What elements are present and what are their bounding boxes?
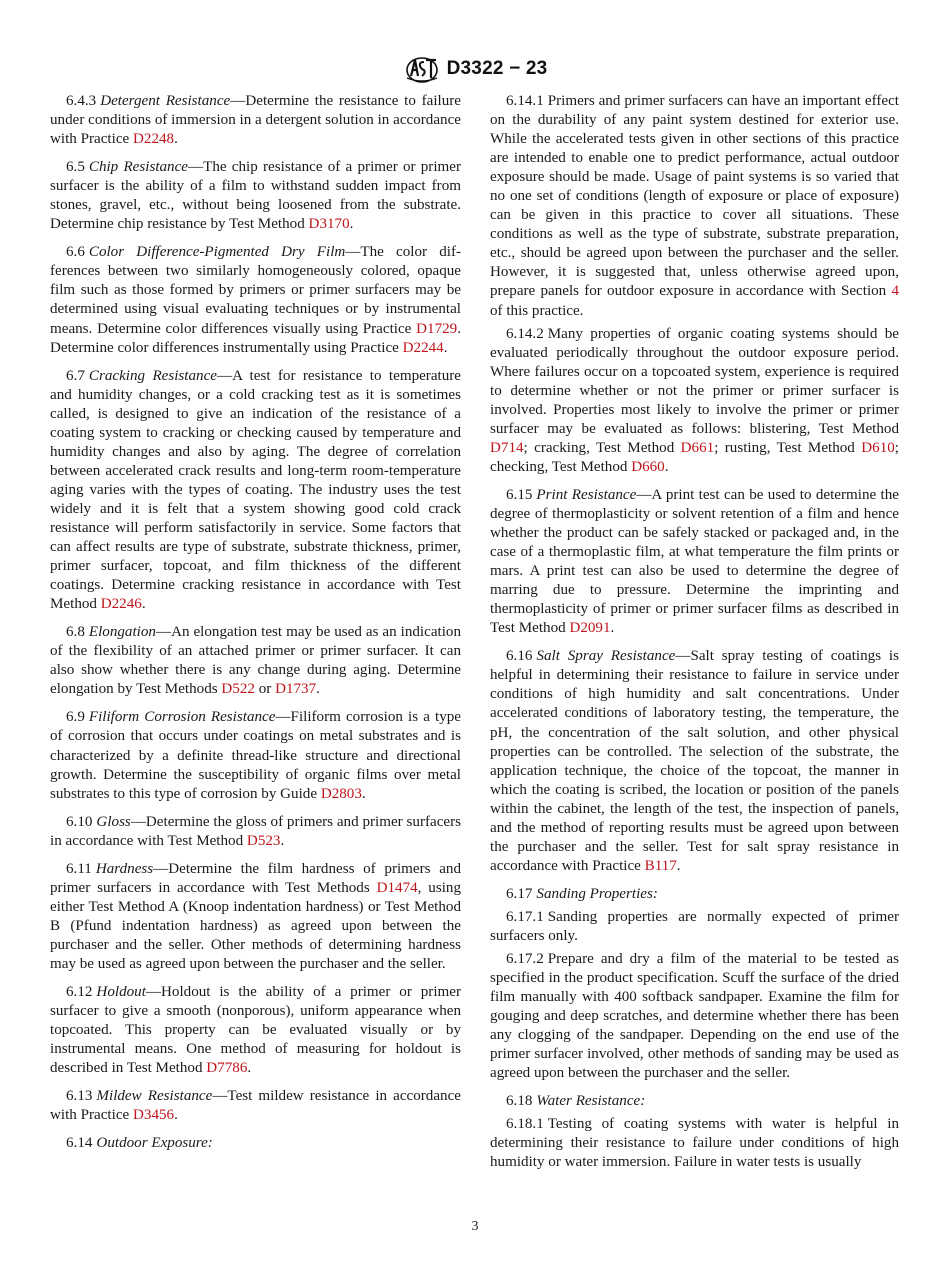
standard-reference-link[interactable]: D610 [861,439,895,456]
section-heading: Gloss [96,813,131,830]
body-text: ; checking, Test Method [490,439,899,475]
body-text: —The chip resistance of a primer or primer surfacer is the ability of a film to withstand sudden impact from stones, gravel, etc., without being loosened from the substrate. Determine chip resistance by Test Method [50,159,461,233]
section-6-18-1 [490,1115,899,1172]
section-6-13 [50,1087,461,1125]
standard-reference-link[interactable]: D660 [631,458,665,475]
section-number: 6.15 [506,486,533,503]
section-number: 6.9 [66,709,85,726]
standard-reference-link[interactable]: D3170 [308,216,350,233]
body-text: —Holdout is the ability of a primer or primer surfacer to give a smooth (nonporous), uniform appearance when topcoated. This property can be evaluated visually or by instrumental means. One method of measuring for holdout is described in Test Method [50,984,461,1077]
standard-reference-link[interactable]: D522 [221,681,255,698]
section-6-4-3 [50,92,461,149]
section-heading: Filiform Corrosion Resistance [88,709,276,726]
body-text: —An elongation test may be used as an indication of the flexibility of an attached primer or primer surfacer. It can also show whether there is any change during aging. Determine elongation by Test Methods [50,624,461,698]
section-number: 6.12 [66,984,93,1001]
section-heading: Print Resistance [536,486,637,503]
section-6-11 [50,860,461,974]
section-heading: Color Difference-Pigmented Dry Film [88,244,346,261]
section-number: 6.6 [66,244,85,261]
body-text: ; rusting, Test Method [714,439,862,456]
section-heading: Cracking Resistance [88,367,217,384]
section-6-9 [50,708,461,803]
section-number: 6.16 [506,648,533,665]
section-heading: Outdoor Exposure: [96,1135,213,1152]
body-text: Testing of coating systems with water is helpful in determining their resistance to failure under conditions of high humidity or water immersion. Failure in water tests is usually [490,1116,899,1171]
section-heading: Water Resistance: [536,1093,646,1110]
section-number: 6.8 [66,624,85,641]
section-number: 6.17.2 [506,951,544,968]
body-text: —Determine the film hardness of primers and primer surfacers in accordance with Test Methods [50,860,461,896]
section-heading: Hardness [95,860,154,877]
section-number: 6.17 [506,885,533,902]
body-text: , using either Test Method A (Knoop indentation hardness) or Test Method B (Pfund indentation hardness) as agreed upon between the purchaser and the seller. Other methods of determining hardness may be used as agreed upon between the purchaser and the seller. [50,879,462,972]
body-text: —Determine the gloss of primers and primer surfacers in accordance with Test Method [50,813,461,849]
section-number: 6.10 [66,813,93,830]
section-number: 6.4.3 [66,93,97,109]
section-6-7 [50,367,461,615]
body-text: —A print test can be used to determine the degree of thermoplasticity or solvent retention of a film and hence whether the product can be safely stacked or packaged and, in the case of a thermoplastic film, at what temperature the film prints or mars. A print test can also be used to determine the degree of marring due to pressure. Determine the imprinting and thermoplasticity of primer or primer surfacer films as described in Test Method [490,486,899,637]
body-text: . [443,339,448,356]
standard-reference-link[interactable]: 4 [891,283,899,300]
section-heading: Detergent Resistance [100,93,231,109]
body-text: Primers and primer surfacers can have an important effect on the durability of any paint system destined for exterior use. While the accelerated tests given in other sections of this practice are intended to enable one to predict performance, actual outdoor exposure should be made. Usage of paint systems is so varied that no one set of conditions (length of exposure or place of exposure) can be given in this practice to cover all situations. These conditions as well as the type of substrate, substrate preparation, etc., should be agreed upon between the purchaser and the seller. However, it is suggested that, unless otherwise agreed upon, prepare panels for outdoor exposure in accordance with Section [490,93,899,300]
section-number: 6.14 [66,1135,93,1152]
standard-reference-link[interactable]: D2248 [133,131,175,148]
section-number: 6.14.2 [506,325,544,342]
section-6-8 [50,623,461,699]
section-heading: Salt Spray Resistance [536,648,676,665]
body-text: . [280,832,285,849]
section-number: 6.18 [506,1093,533,1110]
section-heading: Elongation [88,624,156,641]
body-text: . Determine color differences instrumentally using Practice [50,320,461,356]
section-heading: Sanding Properties: [536,885,658,902]
standard-reference-link[interactable]: D523 [246,832,281,849]
section-heading: Holdout [96,984,146,1001]
page-number: 3 [471,1219,479,1234]
standard-reference-link[interactable]: D1474 [376,879,418,896]
left-column [50,92,461,1162]
body-text: —The color differences between two similarly homogeneously colored, opaque film such as those formed by primers or primer surfacers may be determined using visual evaluating techniques or by instrumental means. Determine color differences visually using Practice [50,244,461,337]
document-id: D3322 − 23 [446,58,548,79]
section-6-14-2 [490,325,899,477]
body-text: . [676,857,681,874]
section-6-5 [50,158,461,234]
body-text: Sanding properties are normally expected of primer surfacers only. [490,908,899,944]
section-number: 6.14.1 [506,93,544,109]
section-heading: Chip Resistance [88,159,189,176]
body-text: Many properties of organic coating systems should be evaluated periodically throughout the outdoor exposure period. Where failures occur on a topcoated system, experience is required to determine whether or not the primer or primer surfacer is involved. Properties most likely to involve the primer or primer surfacer may be evaluated as follows: blistering, Test Method [490,325,899,437]
body-text: . [664,458,669,475]
body-text: Prepare and dry a film of the material to be tested as specified in the product specification. Scuff the surface of the dried film manually with 400 softback sandpaper. Examine the film for gouging and deep scratches, and determine whether there has been any clogging of the sandpaper. Depending on the end use of the primer surfacer involved, other methods of sanding may be used as agreed upon between the purchaser and the seller. [490,951,899,1082]
body-text: of this practice. [490,302,584,319]
body-text: . [174,1107,178,1124]
standard-reference-link[interactable]: D2803 [320,785,362,802]
standard-reference-link[interactable]: D2246 [100,596,142,613]
astm-logo-icon [403,54,441,84]
standard-reference-link[interactable]: D1737 [275,681,317,698]
section-6-17 [490,885,899,904]
section-6-12 [50,983,461,1078]
standard-reference-link[interactable]: B117 [644,857,677,874]
section-number: 6.7 [66,367,85,384]
body-text: —A test for resistance to temperature and humidity changes, or a cold cracking test as it is sometimes called, is designed to give an indication of the resistance of a coating system to cracking or checking caused by temperature and humidity changes and also by aging. The degree of correlation between accelerated crack results and long-term room-temperature aging varies with the types of coating. The industry uses the test widely and it is felt that a system showing good cold crack resistance will perform satisfactorily in service. Some factors that can affect results are type of substrate, substrate thickness, primer, primer surfacer, topcoat, and film thickness of the different coatings. Determine cracking resistance in accordance with Test Method [50,367,462,613]
body-text: —Test mildew resistance in accordance with Practice [50,1088,461,1124]
body-text: . [174,131,178,148]
standard-reference-link[interactable]: D3456 [133,1107,175,1124]
section-6-17-2 [490,950,899,1083]
section-6-17-1 [490,908,899,946]
standard-reference-link[interactable]: D714 [490,439,524,456]
section-6-15 [490,486,899,638]
section-number: 6.13 [66,1088,93,1105]
body-text: . [247,1060,252,1077]
section-6-16 [490,647,899,876]
body-text: —Determine the resistance to failure under conditions of immersion in a detergent solution in accordance with Practice [50,93,461,148]
section-6-6 [50,243,461,357]
section-heading: Mildew Resistance [96,1088,213,1105]
right-column [490,92,899,1182]
standard-reference-link[interactable]: D7786 [206,1060,248,1077]
section-number: 6.5 [66,159,85,176]
standard-reference-link[interactable]: D661 [680,439,715,456]
section-number: 6.18.1 [506,1116,544,1133]
section-6-14 [50,1134,461,1153]
body-text: —Salt spray testing of coatings is helpful in determining their resistance to failure in service under conditions of high humidity and salt concentrations. Under accelerated conditions of laboratory testing, the temperature, the pH, the concentration of the salt solution, and other physical properties can be controlled. The selection of the substrate, the application technique, the choice of the topcoat, the manner in which the coating is scribed, the location or position of the panels within the cabinet, the length of the test, the inspection of panels, and the method of reporting results must be agreed upon between the purchaser and the seller. Test for salt spray resistance in accordance with Practice [490,648,899,874]
standard-reference-link[interactable]: D2091 [569,620,611,637]
body-text: . [141,596,146,613]
standard-reference-link[interactable]: D2244 [402,339,444,356]
section-number: 6.11 [66,860,92,877]
body-text: —Filiform corrosion is a type of corrosion that occurs under coatings on metal substrates and is characterized by a definite thread-like structure and directional growth. Determine the susceptibility of organic films over metal substrates to this type of corrosion by Guide [50,709,462,802]
body-text: . [610,620,615,637]
page-header [0,52,950,86]
section-6-14-1 [490,92,899,321]
body-text: . [361,785,366,802]
standard-reference-link[interactable]: D1729 [416,320,458,337]
body-text: ; cracking, Test Method [523,439,681,456]
body-text: or [254,681,276,698]
body-text: . [316,681,320,698]
body-text: . [349,216,354,233]
section-6-18 [490,1092,899,1111]
section-number: 6.17.1 [506,908,544,925]
section-6-10 [50,813,461,851]
